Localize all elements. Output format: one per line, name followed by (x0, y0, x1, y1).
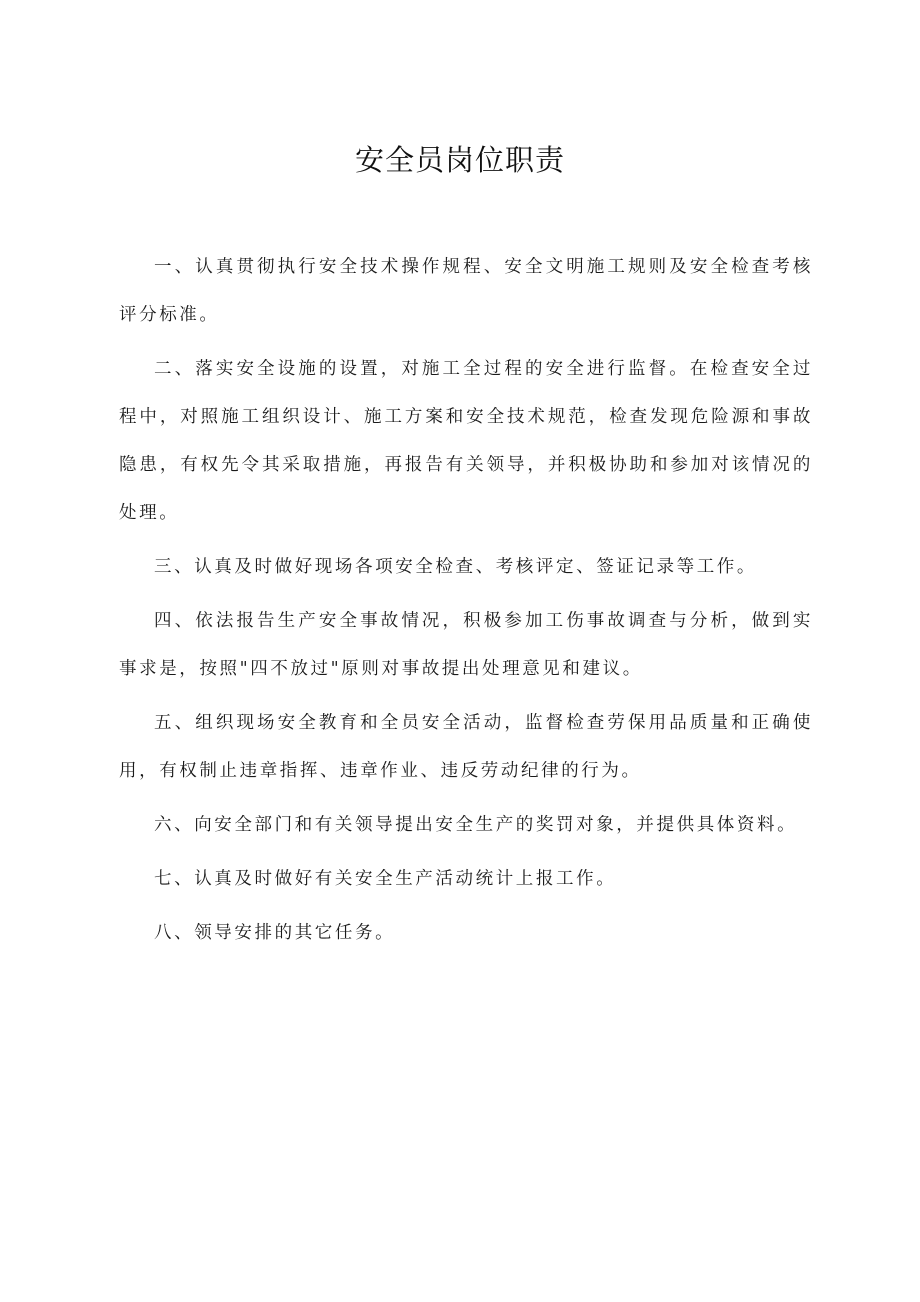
document-body (119, 243, 813, 963)
duty-item-3: 三、认真及时做好现场各项安全检查、考核评定、签证记录等工作。 (154, 557, 757, 577)
duty-item-8: 八、领导安排的其它任务。 (154, 923, 396, 943)
duty-item-6: 六、向安全部门和有关领导提出安全生产的奖罚对象，并提供具体资料。 (154, 815, 798, 835)
duty-item-4: 四、依法报告生产安全事故情况，积极参加工伤事故调查与分析，做到实事求是，按照"四不放过"原则对事故提出处理意见和建议。 (119, 611, 813, 679)
duty-item-1: 一、认真贯彻执行安全技术操作规程、安全文明施工规则及安全检查考核评分标准。 (119, 257, 813, 325)
duty-item-2: 二、落实安全设施的设置，对施工全过程的安全进行监督。在检查安全过程中，对照施工组织设计、施工方案和安全技术规范，检查发现危险源和事故隐患，有权先令其采取措施，再报告有关领导，并积极协助和参加对该情况的处理。 (119, 359, 813, 523)
document-title: 安全员岗位职责 (354, 143, 565, 177)
duty-item-7: 七、认真及时做好有关安全生产活动统计上报工作。 (154, 869, 617, 889)
duty-item-5: 五、组织现场安全教育和全员安全活动，监督检查劳保用品质量和正确使用，有权制止违章指挥、违章作业、违反劳动纪律的行为。 (119, 713, 813, 781)
